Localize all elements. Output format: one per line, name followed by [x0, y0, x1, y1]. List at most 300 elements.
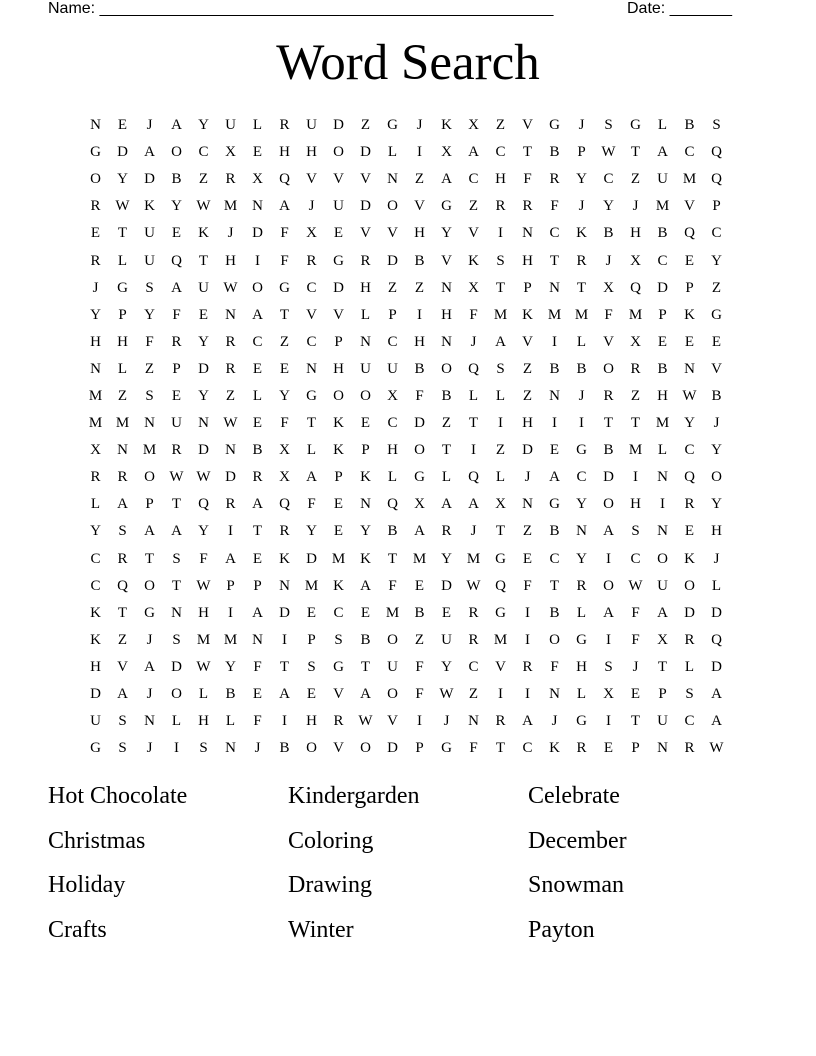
- grid-letter: A: [603, 604, 614, 621]
- grid-letter: C: [603, 171, 614, 188]
- grid-letter: A: [171, 117, 182, 134]
- grid-letter: E: [252, 360, 263, 377]
- grid-letter: P: [118, 306, 127, 323]
- grid-letter: F: [469, 306, 478, 323]
- grid-letter: F: [172, 306, 181, 323]
- grid-letter: A: [414, 523, 425, 540]
- grid-letter: A: [144, 144, 155, 161]
- grid-letter: T: [657, 658, 668, 675]
- grid-letter: O: [333, 144, 344, 161]
- grid-letter: Z: [441, 415, 452, 432]
- grid-letter: Q: [711, 171, 722, 188]
- grid-letter: E: [252, 415, 263, 432]
- grid-letter: Z: [198, 171, 209, 188]
- grid-letter: H: [198, 713, 209, 730]
- grid-letter: Z: [630, 387, 641, 404]
- grid-letter: A: [279, 686, 290, 703]
- grid-letter: V: [360, 225, 371, 242]
- grid-letter: A: [117, 686, 128, 703]
- grid-letter: L: [495, 387, 506, 404]
- grid-letter: E: [117, 117, 128, 134]
- grid-letter: E: [630, 686, 641, 703]
- grid-letter: K: [144, 198, 155, 215]
- grid-letter: S: [604, 117, 613, 134]
- grid-letter: Z: [522, 387, 533, 404]
- grid-letter: X: [252, 171, 263, 188]
- grid-letter: F: [604, 306, 613, 323]
- grid-letter: D: [711, 658, 722, 675]
- grid-letter: N: [252, 631, 263, 648]
- grid-letter: H: [441, 306, 452, 323]
- grid-letter: L: [576, 333, 587, 350]
- grid-letter: E: [333, 225, 344, 242]
- grid-letter: U: [144, 252, 155, 269]
- grid-letter: B: [387, 523, 398, 540]
- grid-letter: G: [576, 713, 587, 730]
- grid-letter: B: [549, 360, 560, 377]
- word-list-item: Kindergarden: [288, 783, 420, 809]
- grid-letter: X: [630, 252, 641, 269]
- grid-letter: P: [712, 198, 721, 215]
- grid-letter: V: [387, 713, 398, 730]
- grid-letter: H: [90, 333, 101, 350]
- grid-letter: M: [547, 306, 562, 323]
- grid-letter: T: [117, 604, 128, 621]
- grid-letter: F: [199, 550, 208, 567]
- grid-letter: P: [253, 577, 262, 594]
- grid-letter: R: [306, 252, 317, 269]
- grid-letter: L: [387, 144, 398, 161]
- grid-letter: B: [711, 387, 722, 404]
- grid-letter: R: [495, 713, 506, 730]
- grid-letter: K: [333, 415, 344, 432]
- grid-letter: N: [90, 360, 101, 377]
- grid-letter: D: [279, 604, 290, 621]
- grid-letter: A: [441, 171, 452, 188]
- grid-letter: N: [306, 360, 317, 377]
- grid-letter: F: [280, 252, 289, 269]
- grid-letter: H: [90, 658, 101, 675]
- grid-letter: Z: [522, 360, 533, 377]
- grid-letter: Z: [414, 279, 425, 296]
- grid-letter: F: [523, 577, 532, 594]
- grid-letter: N: [684, 360, 695, 377]
- grid-letter: H: [387, 442, 398, 459]
- grid-letter: F: [550, 198, 559, 215]
- grid-letter: T: [549, 252, 560, 269]
- grid-letter: N: [522, 496, 533, 513]
- grid-letter: D: [360, 198, 371, 215]
- grid-letter: A: [171, 279, 182, 296]
- grid-letter: W: [223, 279, 238, 296]
- grid-letter: U: [225, 117, 236, 134]
- grid-letter: I: [606, 713, 611, 730]
- grid-letter: V: [414, 198, 425, 215]
- grid-letter: Y: [198, 333, 209, 350]
- grid-letter: Z: [468, 198, 479, 215]
- grid-letter: A: [252, 306, 263, 323]
- grid-letter: W: [601, 144, 616, 161]
- grid-letter: F: [280, 415, 289, 432]
- grid-letter: O: [387, 686, 398, 703]
- grid-letter: D: [387, 740, 398, 757]
- grid-letter: I: [498, 686, 503, 703]
- grid-letter: Y: [90, 306, 101, 323]
- grid-letter: T: [495, 523, 506, 540]
- grid-letter: R: [252, 469, 263, 486]
- grid-letter: A: [522, 713, 533, 730]
- grid-letter: Y: [711, 442, 722, 459]
- grid-letter: V: [522, 117, 533, 134]
- grid-letter: Z: [414, 171, 425, 188]
- grid-letter: B: [684, 117, 695, 134]
- grid-letter: B: [657, 225, 668, 242]
- grid-letter: R: [522, 658, 533, 675]
- grid-letter: Z: [360, 117, 371, 134]
- grid-letter: C: [306, 333, 317, 350]
- date-field-label: Date: _______: [627, 0, 732, 17]
- grid-letter: M: [88, 387, 103, 404]
- grid-letter: T: [495, 279, 506, 296]
- grid-letter: E: [684, 252, 695, 269]
- grid-letter: V: [684, 198, 695, 215]
- grid-letter: E: [657, 333, 668, 350]
- grid-letter: V: [468, 225, 479, 242]
- grid-letter: R: [360, 252, 371, 269]
- grid-letter: B: [441, 387, 452, 404]
- grid-letter: I: [498, 225, 503, 242]
- grid-letter: B: [225, 686, 236, 703]
- grid-letter: H: [522, 415, 533, 432]
- grid-letter: W: [169, 469, 184, 486]
- grid-letter: G: [549, 117, 560, 134]
- grid-letter: T: [522, 144, 533, 161]
- grid-letter: A: [711, 713, 722, 730]
- grid-letter: U: [171, 415, 182, 432]
- grid-letter: Z: [495, 442, 506, 459]
- grid-letter: E: [333, 496, 344, 513]
- grid-letter: H: [630, 225, 641, 242]
- grid-letter: B: [414, 604, 425, 621]
- grid-letter: I: [633, 469, 638, 486]
- grid-letter: T: [198, 252, 209, 269]
- grid-letter: L: [252, 387, 263, 404]
- grid-letter: N: [360, 496, 371, 513]
- grid-letter: P: [415, 740, 424, 757]
- grid-letter: R: [684, 496, 695, 513]
- grid-letter: I: [282, 713, 287, 730]
- grid-letter: E: [171, 225, 182, 242]
- grid-letter: S: [712, 117, 721, 134]
- grid-letter: G: [117, 279, 128, 296]
- grid-letter: A: [468, 496, 479, 513]
- grid-letter: J: [578, 387, 585, 404]
- grid-letter: T: [630, 144, 641, 161]
- grid-letter: B: [279, 740, 290, 757]
- grid-letter: B: [603, 442, 614, 459]
- grid-letter: C: [252, 333, 263, 350]
- grid-letter: C: [495, 144, 506, 161]
- grid-letter: E: [360, 415, 371, 432]
- grid-letter: D: [441, 577, 452, 594]
- grid-letter: Z: [468, 686, 479, 703]
- grid-letter: R: [576, 252, 587, 269]
- word-list-item: Snowman: [528, 872, 624, 898]
- grid-letter: A: [225, 550, 236, 567]
- grid-letter: M: [304, 577, 319, 594]
- grid-letter: R: [225, 360, 236, 377]
- grid-letter: E: [171, 387, 182, 404]
- grid-letter: P: [172, 360, 181, 377]
- grid-letter: B: [252, 442, 263, 459]
- grid-letter: M: [223, 631, 238, 648]
- grid-letter: B: [603, 225, 614, 242]
- grid-letter: S: [604, 658, 613, 675]
- grid-letter: N: [198, 415, 209, 432]
- grid-letter: A: [144, 523, 155, 540]
- grid-letter: O: [144, 577, 155, 594]
- grid-letter: J: [470, 333, 477, 350]
- grid-letter: Y: [360, 523, 371, 540]
- grid-letter: R: [441, 523, 452, 540]
- grid-letter: H: [279, 144, 290, 161]
- grid-letter: B: [549, 604, 560, 621]
- grid-letter: F: [523, 171, 532, 188]
- grid-letter: P: [388, 306, 397, 323]
- grid-letter: S: [145, 387, 154, 404]
- grid-letter: Z: [144, 360, 155, 377]
- grid-letter: R: [225, 496, 236, 513]
- grid-letter: F: [388, 577, 397, 594]
- grid-letter: C: [684, 144, 695, 161]
- grid-letter: C: [549, 550, 560, 567]
- grid-letter: K: [360, 550, 371, 567]
- grid-letter: I: [579, 415, 584, 432]
- grid-letter: A: [711, 686, 722, 703]
- grid-letter: X: [495, 496, 506, 513]
- grid-letter: V: [441, 252, 452, 269]
- grid-letter: E: [306, 686, 317, 703]
- grid-letter: R: [468, 631, 479, 648]
- grid-letter: K: [90, 631, 101, 648]
- grid-letter: Z: [279, 333, 290, 350]
- grid-letter: Z: [117, 631, 128, 648]
- grid-letter: K: [576, 225, 587, 242]
- grid-letter: G: [495, 550, 506, 567]
- grid-letter: H: [306, 144, 317, 161]
- grid-letter: G: [711, 306, 722, 323]
- grid-letter: I: [552, 333, 557, 350]
- grid-letter: R: [603, 387, 614, 404]
- grid-letter: X: [603, 686, 614, 703]
- grid-letter: M: [115, 415, 130, 432]
- grid-letter: A: [441, 496, 452, 513]
- grid-letter: Y: [711, 252, 722, 269]
- grid-letter: R: [279, 117, 290, 134]
- grid-letter: O: [360, 740, 371, 757]
- grid-letter: W: [628, 577, 643, 594]
- grid-letter: R: [117, 550, 128, 567]
- grid-letter: H: [657, 387, 668, 404]
- grid-letter: G: [576, 442, 587, 459]
- grid-letter: P: [523, 279, 532, 296]
- grid-letter: Y: [441, 550, 452, 567]
- grid-letter: P: [658, 686, 667, 703]
- grid-letter: T: [387, 550, 398, 567]
- grid-letter: V: [306, 171, 317, 188]
- grid-letter: X: [441, 144, 452, 161]
- grid-letter: I: [228, 604, 233, 621]
- grid-letter: M: [196, 631, 211, 648]
- grid-letter: R: [684, 740, 695, 757]
- grid-letter: O: [171, 686, 182, 703]
- grid-letter: L: [576, 686, 587, 703]
- grid-letter: H: [198, 604, 209, 621]
- grid-letter: X: [468, 117, 479, 134]
- grid-letter: V: [333, 686, 344, 703]
- grid-letter: X: [279, 442, 290, 459]
- grid-letter: I: [417, 306, 422, 323]
- grid-letter: A: [360, 686, 371, 703]
- grid-letter: Q: [711, 144, 722, 161]
- grid-letter: G: [333, 252, 344, 269]
- grid-letter: P: [631, 740, 640, 757]
- grid-letter: J: [578, 117, 585, 134]
- grid-letter: O: [603, 360, 614, 377]
- grid-letter: Y: [306, 523, 317, 540]
- grid-letter: L: [495, 469, 506, 486]
- grid-letter: O: [549, 631, 560, 648]
- grid-letter: E: [603, 740, 614, 757]
- grid-letter: X: [90, 442, 101, 459]
- grid-letter: N: [360, 333, 371, 350]
- grid-letter: J: [227, 225, 234, 242]
- grid-letter: D: [603, 469, 614, 486]
- grid-letter: L: [117, 360, 128, 377]
- grid-letter: G: [387, 117, 398, 134]
- grid-letter: A: [360, 577, 371, 594]
- grid-letter: E: [684, 333, 695, 350]
- grid-letter: S: [199, 740, 208, 757]
- word-list-item: Drawing: [288, 872, 372, 898]
- grid-letter: G: [441, 740, 452, 757]
- grid-letter: N: [549, 279, 560, 296]
- grid-letter: P: [361, 442, 370, 459]
- grid-letter: P: [334, 333, 343, 350]
- grid-letter: C: [90, 577, 101, 594]
- grid-letter: F: [280, 225, 289, 242]
- grid-letter: C: [387, 333, 398, 350]
- grid-letter: S: [145, 279, 154, 296]
- grid-letter: L: [360, 306, 371, 323]
- grid-letter: U: [198, 279, 209, 296]
- grid-letter: X: [387, 387, 398, 404]
- grid-letter: D: [414, 415, 425, 432]
- grid-letter: U: [360, 360, 371, 377]
- grid-letter: R: [468, 604, 479, 621]
- grid-letter: G: [279, 279, 290, 296]
- grid-letter: V: [711, 360, 722, 377]
- grid-letter: W: [115, 198, 130, 215]
- word-list-item: Crafts: [48, 916, 107, 943]
- grid-letter: E: [252, 686, 263, 703]
- grid-letter: G: [414, 469, 425, 486]
- grid-letter: L: [657, 117, 668, 134]
- grid-letter: C: [684, 442, 695, 459]
- grid-letter: H: [711, 523, 722, 540]
- grid-letter: G: [495, 604, 506, 621]
- grid-letter: E: [549, 442, 560, 459]
- grid-letter: C: [198, 144, 209, 161]
- grid-letter: C: [549, 225, 560, 242]
- grid-letter: R: [549, 171, 560, 188]
- grid-letter: J: [632, 658, 639, 675]
- grid-letter: R: [630, 360, 641, 377]
- grid-letter: J: [578, 198, 585, 215]
- grid-letter: L: [576, 604, 587, 621]
- grid-letter: Y: [144, 306, 155, 323]
- word-list-item: Hot Chocolate: [48, 783, 188, 809]
- grid-letter: E: [252, 550, 263, 567]
- grid-letter: A: [549, 469, 560, 486]
- grid-letter: E: [522, 550, 533, 567]
- grid-letter: J: [470, 523, 477, 540]
- grid-letter: D: [144, 171, 155, 188]
- grid-letter: R: [522, 198, 533, 215]
- grid-letter: D: [333, 279, 344, 296]
- grid-letter: T: [171, 496, 182, 513]
- grid-letter: G: [90, 144, 101, 161]
- grid-letter: L: [171, 713, 182, 730]
- grid-letter: J: [443, 713, 450, 730]
- grid-letter: E: [333, 523, 344, 540]
- grid-letter: T: [576, 279, 587, 296]
- grid-letter: K: [333, 442, 344, 459]
- grid-letter: N: [657, 740, 668, 757]
- grid-letter: N: [279, 577, 290, 594]
- grid-letter: L: [441, 469, 452, 486]
- grid-letter: D: [90, 686, 101, 703]
- grid-letter: N: [441, 279, 452, 296]
- grid-letter: Q: [198, 496, 209, 513]
- grid-letter: C: [522, 740, 533, 757]
- grid-letter: Y: [441, 658, 452, 675]
- grid-letter: J: [551, 713, 558, 730]
- grid-letter: Y: [117, 171, 128, 188]
- grid-letter: J: [605, 252, 612, 269]
- grid-letter: E: [279, 360, 290, 377]
- grid-letter: X: [468, 279, 479, 296]
- grid-letter: M: [655, 415, 670, 432]
- grid-letter: F: [415, 387, 424, 404]
- grid-letter: Y: [603, 198, 614, 215]
- grid-letter: O: [144, 469, 155, 486]
- grid-letter: U: [90, 713, 101, 730]
- grid-letter: O: [603, 577, 614, 594]
- grid-letter: N: [225, 442, 236, 459]
- grid-letter: O: [603, 496, 614, 513]
- grid-letter: Q: [684, 225, 695, 242]
- grid-letter: Q: [117, 577, 128, 594]
- grid-letter: N: [522, 225, 533, 242]
- grid-letter: T: [603, 415, 614, 432]
- grid-letter: N: [117, 442, 128, 459]
- grid-letter: L: [225, 713, 236, 730]
- grid-letter: Y: [225, 658, 236, 675]
- grid-letter: L: [387, 469, 398, 486]
- grid-letter: Q: [495, 577, 506, 594]
- grid-letter: G: [630, 117, 641, 134]
